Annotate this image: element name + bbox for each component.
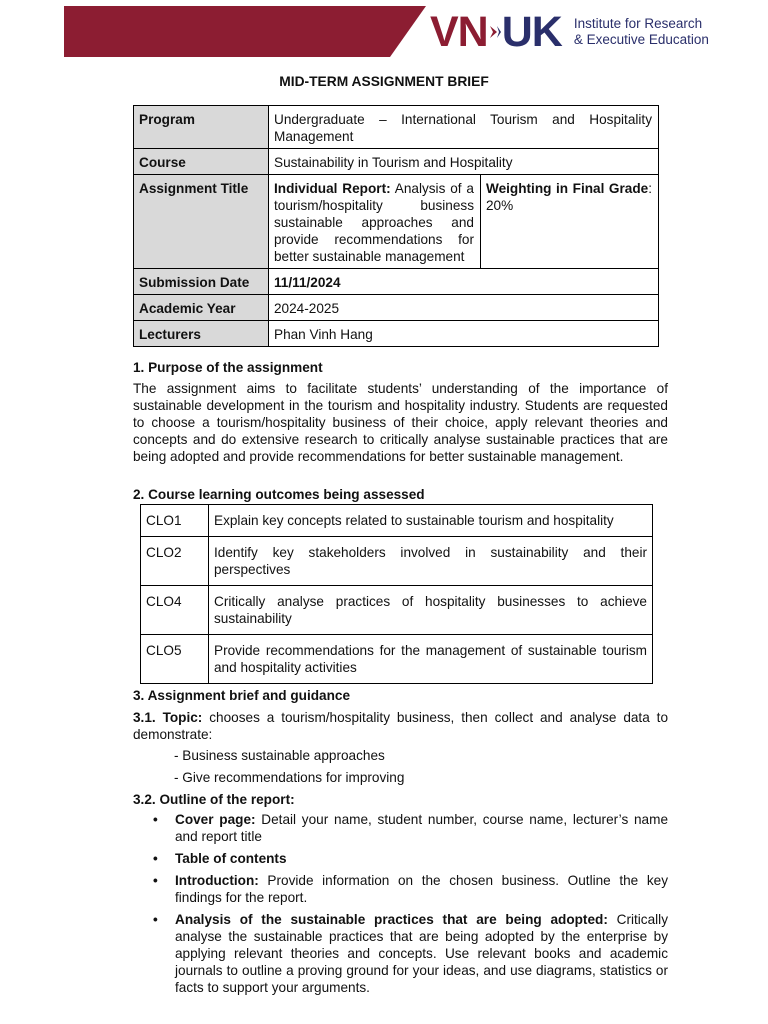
academic-year-label: Academic Year [134,295,269,321]
bullet-icon: • [153,851,158,866]
program-label: Program [134,106,269,149]
institute-name [574,16,709,48]
academic-year-value: 2024-2025 [269,295,659,321]
purpose-heading: 1. Purpose of the assignment [133,360,323,375]
bullet-icon: • [153,873,158,888]
outline-item-text: Provide information on the chosen business. Outline the key findings for the report. [175,873,668,905]
outline-item [133,811,668,845]
outline-item [133,911,668,996]
clo-code: CLO1 [141,505,209,537]
outline-heading: 3.2. Outline of the report: [133,792,295,807]
institute-line-2: & Executive Education [573,32,709,47]
clo-row [141,505,653,537]
topic-text: chooses a tourism/hospitality business, then collect and analyse data to demonstrate: [133,710,669,742]
outline-item-title: Table of contents [175,851,287,866]
clo-row [141,635,653,684]
assignment-description: Analysis of a tourism/hospitality business sustainable approaches and provide recommendations for better sustainable management [274,181,474,264]
outline-item [133,872,668,906]
outcomes-table [140,504,653,684]
outline-item-text: Detail your name, student number, course name, lecturer’s name and report title [175,812,669,844]
lecturers-value: Phan Vinh Hang [269,321,659,347]
clo-code: CLO4 [141,586,209,635]
outline-item-title: Cover page: [175,812,256,827]
topic-paragraph [133,709,668,743]
clo-text: Identify key stakeholders involved in sustainability and their perspectives [209,537,653,586]
submission-date-row [134,269,659,295]
clo-code: CLO5 [141,635,209,684]
clo-text: Critically analyse practices of hospitality businesses to achieve sustainability [209,586,653,635]
course-value: Sustainability in Tourism and Hospitality [269,149,659,175]
submission-date-value: 11/11/2024 [269,269,659,295]
weighting-cell [481,175,659,269]
page-title: MID-TERM ASSIGNMENT BRIEF [279,74,489,89]
program-row [134,106,659,149]
course-row [134,149,659,175]
logo-vn: VN [430,8,488,56]
bullet-icon: • [153,912,158,927]
outcomes-heading: 2. Course learning outcomes being assessed [133,487,425,502]
clo-code: CLO2 [141,537,209,586]
outline-item [133,850,668,867]
outline-item-text: Critically analyse the sustainable practices that are being adopted by the enterprise by applying relevant theories and concepts. Use relevant books and academic journals to outline a proving ground for your ideas, and use diagrams, statistics or facts to support your arguments. [175,912,668,995]
assignment-type: Individual Report: [274,181,391,196]
weighting-value: : 20% [486,181,652,213]
header-banner [64,6,426,57]
submission-date-label: Submission Date [134,269,269,295]
clo-text: Provide recommendations for the management of sustainable tourism and hospitality activities [209,635,653,684]
course-label: Course [134,149,269,175]
academic-year-row [134,295,659,321]
purpose-body: The assignment aims to facilitate students’ understanding of the importance of sustainable development in the tourism and hospitality industry. Students are requested to choose a tourism/hospitality business of their choice, apply relevant theories and concepts and do extensive research to critically analyse sustainable practices that are being adopted and provide recommendations for better sustainable management. [133,381,668,464]
weighting-label: Weighting in Final Grade [486,181,649,196]
assignment-title-value [269,175,481,269]
logo-chevron-icon [488,10,502,54]
clo-row [141,537,653,586]
assignment-title-label: Assignment Title [134,175,269,269]
outline-item-title: Analysis of the sustainable practices that are being adopted: [175,912,608,927]
bullet-icon: • [153,812,158,827]
assignment-info-table [133,105,659,347]
vnuk-logo [430,10,709,54]
assignment-title-row [134,175,659,269]
lecturers-row [134,321,659,347]
program-value: Undergraduate – International Tourism and Hospitality Management [269,106,659,149]
topic-item: - Give recommendations for improving [174,770,405,785]
lecturers-label: Lecturers [134,321,269,347]
outline-item-title: Introduction: [175,873,259,888]
topic-label: 3.1. Topic: [133,710,203,725]
logo-uk: UK [501,8,562,56]
clo-text: Explain key concepts related to sustainable tourism and hospitality [209,505,653,537]
clo-row [141,586,653,635]
institute-line-1: Institute for Research [573,16,703,31]
brief-heading: 3. Assignment brief and guidance [133,688,351,703]
topic-item: - Business sustainable approaches [174,748,385,763]
outline-list [133,811,668,1001]
